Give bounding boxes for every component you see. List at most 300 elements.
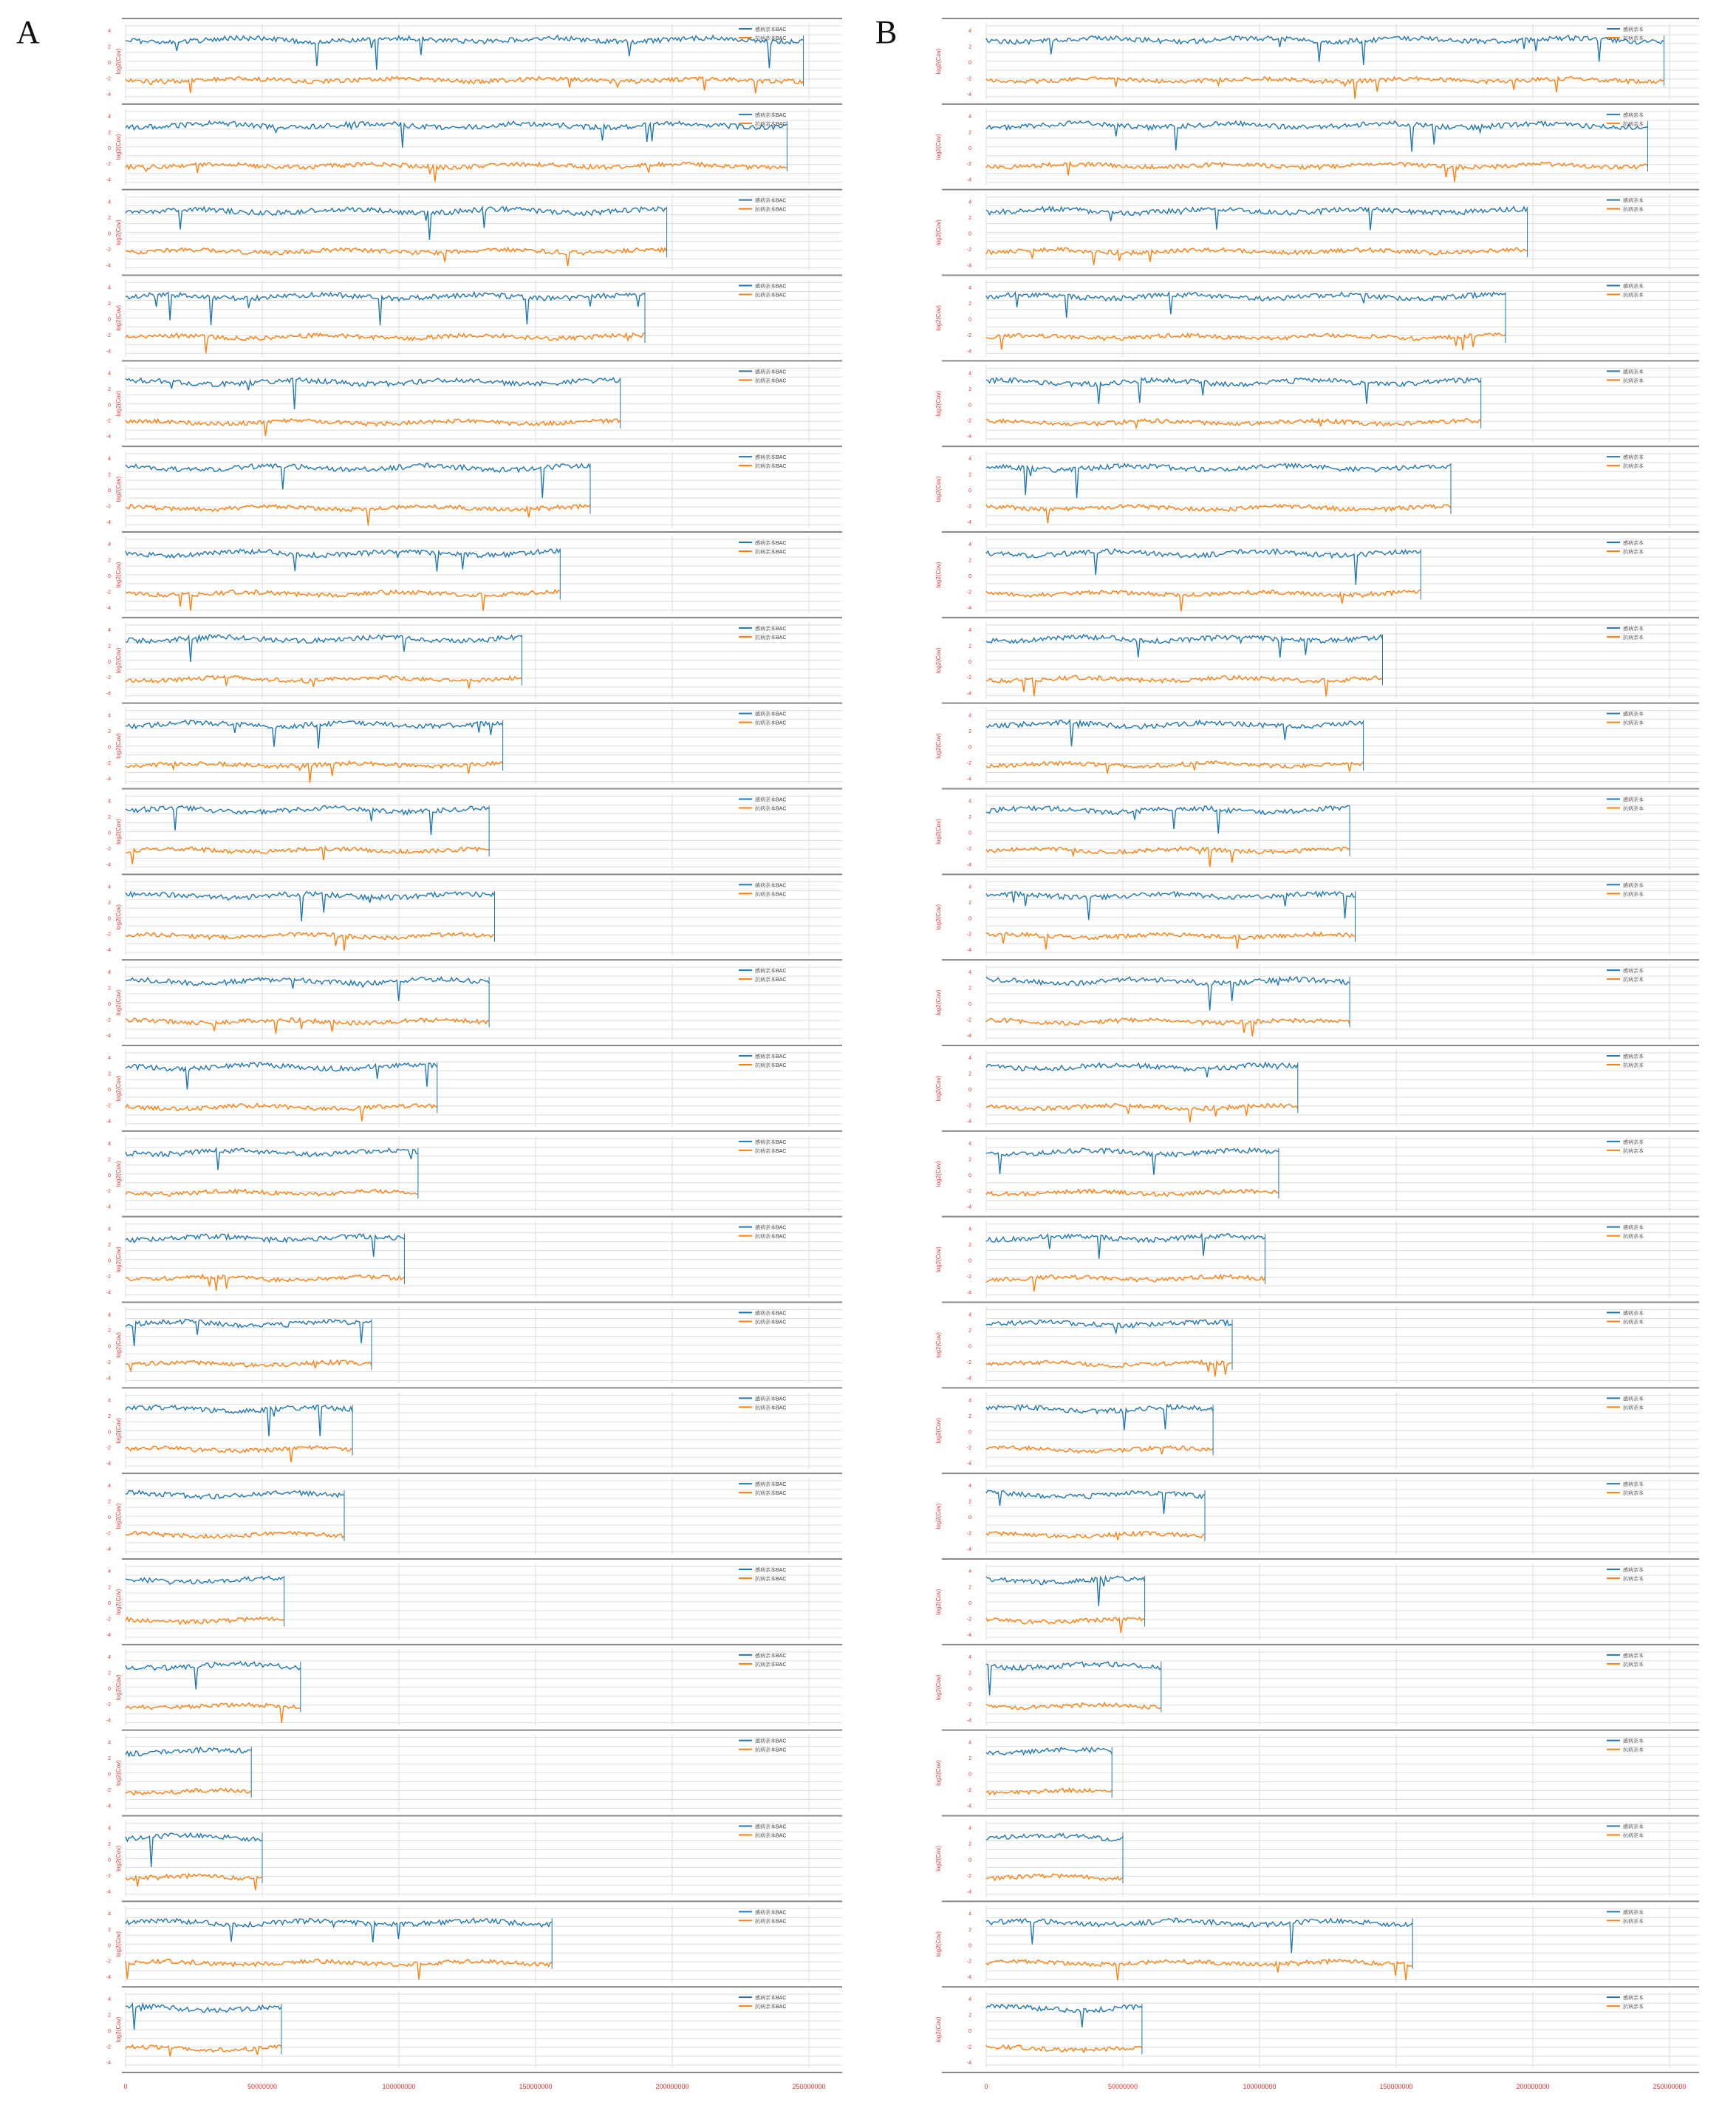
y-tick-label: 4 [108, 1654, 111, 1660]
legend-label: 抗病亲本BAC [755, 720, 787, 726]
y-tick-label: 2 [968, 729, 971, 735]
legend-label: 抗病亲本BAC [755, 36, 787, 41]
chromosome-row [935, 1217, 1699, 1298]
y-axis-label: log2(Cov) [935, 1760, 942, 1786]
chromosome-row [935, 789, 1699, 870]
legend [739, 283, 786, 298]
legend-label: 感病亲本 [1623, 1482, 1644, 1488]
y-tick-label: 0 [968, 488, 971, 494]
y-tick-label: 0 [108, 573, 111, 579]
legend-label: 抗病亲本BAC [755, 293, 787, 298]
series-line-resistant [126, 1703, 301, 1723]
y-tick-label: -4 [966, 92, 971, 98]
y-tick-label: -2 [966, 1189, 971, 1195]
legend-label: 抗病亲本 [1623, 550, 1644, 555]
y-tick-label: -4 [966, 605, 971, 611]
legend-label: 感病亲本BAC [755, 797, 787, 803]
chromosome-row [106, 1217, 842, 1298]
legend [1607, 1224, 1644, 1240]
series-line-resistant [986, 1532, 1205, 1541]
y-tick-label: 4 [108, 1569, 111, 1575]
legend-label: 抗病亲本BAC [755, 806, 787, 812]
y-tick-label: 2 [968, 644, 971, 649]
y-tick-label: 4 [108, 884, 111, 890]
legend-label: 感病亲本 [1623, 1139, 1644, 1145]
y-tick-label: -2 [106, 2044, 111, 2050]
y-tick-label: 0 [968, 231, 971, 237]
y-tick-label: 4 [108, 1312, 111, 1318]
legend [1607, 1139, 1644, 1154]
y-axis-label: log2(Cov) [935, 1674, 942, 1701]
series-line-susceptible [986, 35, 1664, 65]
legend [1607, 368, 1644, 383]
y-tick-label: 4 [968, 285, 971, 291]
series-line-resistant [126, 761, 503, 782]
chromosome-row [106, 1559, 842, 1640]
y-tick-label: 2 [968, 44, 971, 50]
series-line-susceptible [986, 293, 1506, 318]
y-tick-label: -4 [966, 1119, 971, 1125]
y-tick-label: -2 [106, 504, 111, 510]
y-axis-label: log2(Cov) [935, 1246, 942, 1272]
y-tick-label: 0 [968, 60, 971, 66]
chromosome-row [935, 1901, 1699, 1982]
y-tick-label: 2 [968, 1585, 971, 1591]
legend-label: 感病亲本BAC [755, 369, 787, 375]
legend-label: 感病亲本 [1623, 112, 1644, 118]
y-tick-label: 0 [968, 317, 971, 323]
y-tick-label: 0 [108, 1600, 111, 1606]
y-tick-label: 0 [968, 745, 971, 751]
y-tick-label: -4 [106, 1376, 111, 1382]
series-line-susceptible [986, 1234, 1265, 1259]
y-tick-label: 4 [968, 1312, 971, 1318]
series-line-resistant [986, 1788, 1112, 1794]
y-axis-label: log2(Cov) [115, 305, 122, 331]
y-tick-label: 0 [108, 1258, 111, 1264]
series-line-susceptible [986, 1490, 1205, 1514]
legend-label: 感病亲本 [1623, 883, 1644, 889]
y-tick-label: 2 [968, 1927, 971, 1933]
legend-label: 感病亲本BAC [755, 1653, 787, 1659]
panel-label-b: B [875, 14, 898, 50]
y-tick-label: 2 [968, 1328, 971, 1334]
series-line-resistant [126, 590, 560, 611]
y-tick-label: 0 [968, 1772, 971, 1778]
y-tick-label: -4 [966, 1632, 971, 1638]
y-tick-label: 0 [108, 1772, 111, 1778]
y-axis-label: log2(Cov) [115, 2016, 122, 2043]
legend-label: 抗病亲本 [1623, 892, 1644, 898]
legend-label: 感病亲本BAC [755, 1824, 787, 1830]
legend-label: 感病亲本 [1623, 1054, 1644, 1060]
y-tick-label: 2 [108, 814, 111, 820]
y-tick-label: 4 [108, 1056, 111, 1061]
legend-label: 感病亲本 [1623, 1225, 1644, 1231]
y-tick-label: 4 [968, 542, 971, 547]
x-tick-label: 150000000 [519, 2083, 553, 2090]
chromosome-row [106, 1901, 842, 1982]
legend [739, 1139, 786, 1154]
y-tick-label: 2 [108, 1585, 111, 1591]
legend [739, 1652, 786, 1668]
y-tick-label: -4 [106, 520, 111, 525]
x-tick-label: 100000000 [382, 2083, 416, 2090]
y-axis-label: log2(Cov) [115, 1931, 122, 1957]
y-tick-label: -4 [106, 434, 111, 440]
legend-label: 抗病亲本 [1623, 1919, 1644, 1925]
y-tick-label: 2 [108, 558, 111, 564]
legend-label: 抗病亲本BAC [755, 464, 787, 470]
chromosome-row [935, 361, 1699, 442]
y-tick-label: -4 [106, 1889, 111, 1895]
y-axis-label: log2(Cov) [115, 1332, 122, 1358]
y-tick-label: 4 [108, 199, 111, 205]
y-axis-label: log2(Cov) [935, 1417, 942, 1444]
y-tick-label: 4 [968, 114, 971, 120]
y-tick-label: 2 [968, 1157, 971, 1163]
chromosome-row [935, 960, 1699, 1041]
y-tick-label: 0 [108, 1515, 111, 1521]
series-line-susceptible [986, 1405, 1213, 1430]
series-line-resistant [986, 2045, 1142, 2053]
series-line-susceptible [126, 1062, 437, 1089]
y-tick-label: 2 [108, 1243, 111, 1249]
legend-label: 抗病亲本BAC [755, 2005, 787, 2010]
y-tick-label: 0 [968, 1002, 971, 1008]
series-line-resistant [126, 1532, 344, 1538]
y-axis-label: log2(Cov) [115, 1503, 122, 1529]
legend-label: 感病亲本 [1623, 284, 1644, 290]
legend-label: 抗病亲本BAC [755, 207, 787, 213]
series-line-susceptible [126, 1918, 552, 1942]
y-axis-label: log2(Cov) [935, 1332, 942, 1358]
chromosome-row [106, 190, 842, 271]
y-tick-label: 2 [108, 2013, 111, 2019]
legend [739, 625, 786, 641]
x-tick-label: 50000000 [247, 2083, 278, 2090]
legend-label: 感病亲本BAC [755, 27, 787, 33]
x-tick-label: 250000000 [792, 2083, 826, 2090]
y-tick-label: -4 [966, 862, 971, 868]
y-tick-label: 2 [968, 814, 971, 820]
y-axis-label: log2(Cov) [935, 819, 942, 845]
y-axis-label: log2(Cov) [115, 134, 122, 160]
y-tick-label: 0 [108, 659, 111, 665]
y-tick-label: 0 [108, 1857, 111, 1863]
y-tick-label: 0 [968, 146, 971, 151]
y-tick-label: 4 [108, 1740, 111, 1746]
series-line-susceptible [126, 720, 503, 748]
chromosome-row [106, 361, 842, 442]
y-tick-label: 4 [968, 1398, 971, 1404]
y-tick-label: 0 [968, 1600, 971, 1606]
y-tick-label: 2 [968, 1756, 971, 1762]
legend-label: 感病亲本 [1623, 369, 1644, 375]
y-tick-label: 0 [968, 1686, 971, 1692]
chart-panel-a [106, 18, 842, 2090]
y-tick-label: 2 [968, 1243, 971, 1249]
legend [1607, 539, 1644, 555]
y-tick-label: 2 [968, 1671, 971, 1676]
legend [1607, 1738, 1644, 1753]
y-axis-label: log2(Cov) [935, 390, 942, 417]
y-tick-label: -2 [966, 2044, 971, 2050]
y-tick-label: 2 [968, 558, 971, 564]
y-tick-label: 4 [968, 1911, 971, 1917]
y-tick-label: -2 [966, 1275, 971, 1280]
legend-label: 感病亲本 [1623, 27, 1644, 33]
y-tick-label: 0 [108, 1344, 111, 1350]
y-tick-label: -4 [966, 1461, 971, 1467]
y-tick-label: 4 [108, 1227, 111, 1232]
legend-label: 感病亲本 [1623, 797, 1644, 803]
legend-label: 感病亲本 [1623, 1396, 1644, 1402]
legend-label: 抗病亲本BAC [755, 121, 787, 127]
series-line-resistant [126, 1959, 552, 1979]
y-axis-label: log2(Cov) [115, 819, 122, 845]
y-tick-label: -2 [106, 1788, 111, 1794]
legend-label: 感病亲本BAC [755, 1568, 787, 1573]
legend [1607, 796, 1644, 812]
y-tick-label: 4 [108, 1826, 111, 1832]
series-line-resistant [126, 932, 495, 951]
series-line-susceptible [126, 1576, 284, 1584]
y-tick-label: -4 [966, 777, 971, 782]
y-tick-label: 0 [108, 830, 111, 836]
y-tick-label: 0 [108, 317, 111, 323]
y-tick-label: 2 [968, 1499, 971, 1505]
legend-label: 抗病亲本 [1623, 1747, 1644, 1753]
y-axis-label: log2(Cov) [115, 1417, 122, 1444]
y-tick-label: 4 [108, 627, 111, 633]
y-axis-label: log2(Cov) [115, 1760, 122, 1786]
chromosome-row [935, 618, 1699, 699]
legend [739, 711, 786, 726]
y-tick-label: -4 [966, 691, 971, 697]
y-axis-label: log2(Cov) [935, 562, 942, 588]
y-tick-label: 2 [108, 986, 111, 992]
y-tick-label: 2 [108, 1841, 111, 1847]
x-tick-label: 200000000 [655, 2083, 689, 2090]
y-tick-label: -4 [966, 1290, 971, 1296]
y-tick-label: -4 [966, 2061, 971, 2066]
legend [739, 539, 786, 555]
y-tick-label: 0 [108, 916, 111, 922]
series-line-susceptible [126, 1490, 344, 1498]
y-tick-label: -2 [966, 761, 971, 767]
y-tick-label: -2 [966, 248, 971, 253]
y-tick-label: 4 [108, 285, 111, 291]
y-tick-label: 2 [108, 216, 111, 222]
legend [739, 112, 786, 127]
legend [1607, 967, 1644, 983]
y-tick-label: -4 [106, 1119, 111, 1125]
series-line-susceptible [126, 121, 787, 148]
legend-label: 感病亲本BAC [755, 1139, 787, 1145]
chromosome-row [106, 18, 842, 100]
y-tick-label: -2 [966, 1788, 971, 1794]
y-axis-label: log2(Cov) [935, 1161, 942, 1187]
y-tick-label: -4 [106, 777, 111, 782]
y-tick-label: 4 [108, 29, 111, 34]
legend [739, 1994, 786, 2010]
legend-label: 抗病亲本BAC [755, 1577, 787, 1582]
y-axis-label: log2(Cov) [115, 562, 122, 588]
y-tick-label: 0 [968, 573, 971, 579]
x-tick-label: 0 [123, 2083, 128, 2090]
series-line-resistant [986, 1104, 1298, 1122]
chromosome-row [106, 789, 842, 870]
legend [739, 197, 786, 213]
series-line-resistant [126, 1789, 251, 1795]
y-tick-label: -4 [106, 948, 111, 954]
chromosome-row [106, 532, 842, 613]
y-tick-label: -2 [966, 162, 971, 168]
y-tick-label: -2 [106, 418, 111, 424]
legend [1607, 711, 1644, 726]
series-line-susceptible [986, 463, 1451, 498]
legend [1607, 881, 1644, 897]
legend-label: 感病亲本 [1623, 626, 1644, 632]
y-axis-label: log2(Cov) [115, 647, 122, 674]
y-axis-label: log2(Cov) [115, 904, 122, 930]
legend-label: 感病亲本 [1623, 1311, 1644, 1317]
y-tick-label: -2 [966, 1445, 971, 1451]
y-tick-label: 4 [968, 1569, 971, 1575]
y-tick-label: 4 [108, 457, 111, 463]
series-line-susceptible [986, 1834, 1123, 1841]
y-axis-label: log2(Cov) [935, 134, 942, 160]
y-tick-label: 4 [108, 1141, 111, 1147]
series-line-resistant [986, 1018, 1350, 1037]
y-tick-label: -4 [966, 1889, 971, 1895]
series-line-resistant [986, 162, 1647, 182]
y-tick-label: 4 [968, 1654, 971, 1660]
legend-label: 感病亲本BAC [755, 969, 787, 975]
series-line-resistant [986, 847, 1350, 867]
y-axis-label: log2(Cov) [115, 1589, 122, 1615]
legend-label: 感病亲本BAC [755, 455, 787, 461]
y-tick-label: -4 [106, 1034, 111, 1039]
legend [739, 1738, 786, 1753]
y-tick-label: -2 [966, 590, 971, 596]
legend-label: 抗病亲本BAC [755, 892, 787, 898]
y-tick-label: -4 [106, 1718, 111, 1724]
y-tick-label: -4 [106, 177, 111, 183]
legend [1607, 1481, 1644, 1496]
legend-label: 抗病亲本 [1623, 1320, 1644, 1326]
y-tick-label: 0 [968, 1857, 971, 1863]
chromosome-row [935, 190, 1699, 271]
chromosome-row [935, 104, 1699, 185]
y-tick-label: -4 [106, 1290, 111, 1296]
y-tick-label: 4 [108, 970, 111, 976]
y-tick-label: -2 [106, 1617, 111, 1623]
legend-label: 抗病亲本BAC [755, 978, 787, 983]
chromosome-row [106, 104, 842, 185]
y-tick-label: -4 [106, 92, 111, 98]
y-tick-label: 0 [108, 1173, 111, 1178]
legend-label: 感病亲本BAC [755, 1482, 787, 1488]
y-tick-label: 4 [108, 1911, 111, 1917]
y-tick-label: 4 [968, 1826, 971, 1832]
y-tick-label: 2 [968, 472, 971, 478]
legend-label: 抗病亲本BAC [755, 1491, 787, 1497]
y-axis-label: log2(Cov) [935, 48, 942, 75]
legend-label: 感病亲本BAC [755, 1910, 787, 1916]
chromosome-row [935, 874, 1699, 955]
chromosome-row [106, 1730, 842, 1812]
legend-label: 感病亲本 [1623, 969, 1644, 975]
y-tick-label: -4 [106, 2061, 111, 2066]
y-axis-label: log2(Cov) [935, 219, 942, 245]
chromosome-row [106, 1473, 842, 1555]
y-tick-label: -2 [966, 1617, 971, 1623]
y-tick-label: -2 [966, 1531, 971, 1537]
legend [1607, 197, 1644, 213]
y-tick-label: 0 [968, 1258, 971, 1264]
y-tick-label: -4 [966, 263, 971, 269]
legend-label: 抗病亲本BAC [755, 1833, 787, 1839]
series-line-susceptible [986, 207, 1528, 231]
legend-label: 感病亲本BAC [755, 1739, 787, 1744]
chromosome-row [935, 446, 1699, 528]
chromosome-row [106, 1388, 842, 1469]
legend-label: 感病亲本 [1623, 541, 1644, 546]
legend-label: 抗病亲本 [1623, 1234, 1644, 1240]
series-line-resistant [986, 1703, 1161, 1710]
y-tick-label: 2 [108, 1927, 111, 1933]
y-tick-label: 0 [968, 1173, 971, 1178]
y-tick-label: 4 [108, 1484, 111, 1490]
y-axis-label: log2(Cov) [935, 647, 942, 674]
series-line-susceptible [126, 378, 621, 409]
legend-label: 感病亲本 [1623, 198, 1644, 204]
series-line-resistant [986, 505, 1451, 523]
y-tick-label: -2 [106, 590, 111, 596]
chromosome-row [106, 703, 842, 785]
series-line-susceptible [986, 1747, 1112, 1755]
y-tick-label: -2 [106, 1189, 111, 1195]
legend-label: 抗病亲本 [1623, 121, 1644, 127]
chromosome-row [106, 1645, 842, 1726]
chromosome-row [935, 1559, 1699, 1640]
legend [739, 1224, 786, 1240]
series-line-susceptible [126, 978, 489, 1002]
legend-label: 感病亲本BAC [755, 626, 787, 632]
y-tick-label: -2 [966, 332, 971, 338]
y-tick-label: -2 [106, 761, 111, 767]
chromosome-row [935, 1730, 1699, 1812]
legend-label: 感病亲本BAC [755, 712, 787, 717]
series-line-resistant [126, 505, 590, 526]
y-tick-label: 0 [108, 1430, 111, 1436]
y-axis-label: log2(Cov) [935, 305, 942, 331]
legend-label: 抗病亲本 [1623, 635, 1644, 641]
series-line-resistant [986, 676, 1383, 697]
y-tick-label: -4 [966, 520, 971, 525]
y-tick-label: 0 [968, 403, 971, 409]
chromosome-row [935, 1987, 1699, 2068]
chromosome-row [106, 1816, 842, 1897]
y-axis-label: log2(Cov) [115, 1846, 122, 1872]
y-tick-label: 0 [968, 1344, 971, 1350]
chromosome-row [935, 1303, 1699, 1384]
x-tick-label: 0 [984, 2083, 988, 2090]
y-axis-label: log2(Cov) [115, 219, 122, 245]
chromosome-row [106, 276, 842, 357]
